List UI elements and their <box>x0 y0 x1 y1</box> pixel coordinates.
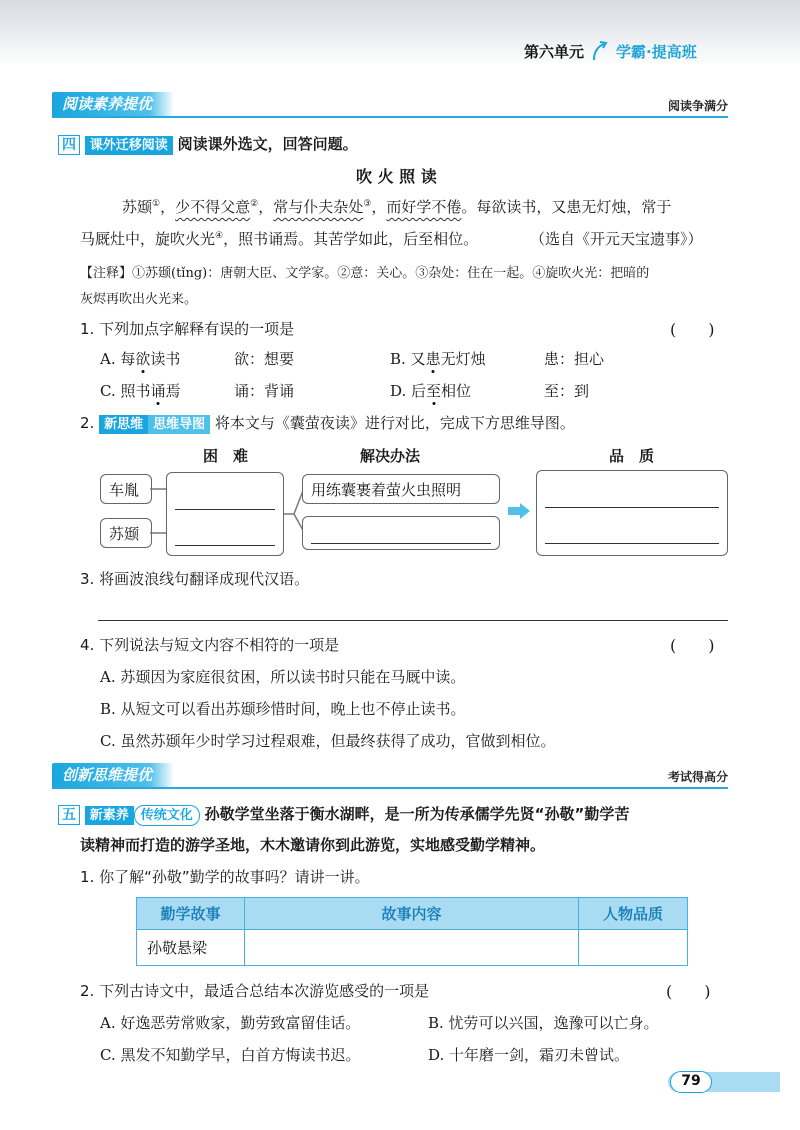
question-5-heading <box>58 803 629 826</box>
wavy-phrase: 少不得父意 <box>175 198 251 216</box>
mindmap-head-solution: 解决办法 <box>360 447 421 465</box>
q5-1-stem: 1. 你了解“孙敬”勤学的故事吗？请讲一讲。 <box>80 868 370 886</box>
answer-line[interactable] <box>311 543 491 544</box>
q4-1-option-b[interactable]: B. 又患无灯烛 <box>390 350 486 368</box>
passage-line-2: 马厩灶中，旋吹火光④，照书诵焉。其苦学如此，后至相位。 <box>80 230 479 248</box>
mindmap-solution-2 <box>302 516 500 550</box>
mindmap-head-quality: 品 质 <box>609 447 655 465</box>
unit-header <box>524 38 697 64</box>
passage-title: 吹 火 照 读 <box>356 167 437 186</box>
answer-line[interactable] <box>175 509 275 510</box>
wavy-phrase: 常与仆夫杂处 <box>273 198 364 216</box>
mindmap-difficulty-box <box>166 472 284 556</box>
mindmap-head-difficulty: 困 难 <box>203 447 249 465</box>
q5-2-option-c[interactable]: C. 黑发不知勤学早，白首方悔读书迟。 <box>100 1046 361 1064</box>
wavy-phrase: 而好学不倦 <box>386 198 462 216</box>
q5-2-option-b[interactable]: B. 忧劳可以兴国，逸豫可以亡身。 <box>428 1014 659 1032</box>
q5-2-stem: 2. 下列古诗文中，最适合总结本次游览感受的一项是 <box>80 982 430 1000</box>
passage-line-1: 苏颋①，少不得父意②，常与仆夫杂处③，而好学不倦。每欲读书，又患无灯烛，常于 <box>122 198 672 216</box>
answer-line[interactable] <box>545 507 719 508</box>
q4-1-option-c[interactable]: C. 照书诵焉 <box>100 382 181 400</box>
story-table <box>136 897 688 966</box>
answer-paren[interactable]: ( ) <box>666 982 711 1001</box>
arrow-right-icon <box>506 502 532 520</box>
note-line-1: 【注释】①苏颋(tǐng)：唐朝大臣、文学家。②意：关心。③杂处：住在一起。④旋吹火光：把暗的 <box>80 266 650 281</box>
q4-3-stem: 3. 将画波浪线句翻译成现代汉语。 <box>80 570 310 588</box>
q4-2-stem-row: 2. 新思维 思维导图 将本文与《囊萤夜读》进行对比，完成下方思维导图。 <box>80 414 575 432</box>
question-number: 四 <box>58 135 80 155</box>
table-header: 勤学故事 <box>137 898 245 930</box>
table-header: 故事内容 <box>245 898 579 930</box>
question-number: 五 <box>58 805 80 825</box>
passage-source: （选自《开元天宝遗事》） <box>530 230 703 248</box>
note-line-2: 灰烬再吹出火光来。 <box>80 292 198 307</box>
page-number-bar <box>668 1072 780 1092</box>
new-thinking-tag: 新思维 <box>99 415 148 434</box>
question-5-intro-2: 读精神而打造的游学圣地，木木邀请你到此游览，实地感受勤学精神。 <box>80 836 546 854</box>
brand-label: 学霸·提高班 <box>616 42 697 61</box>
question-instruction: 阅读课外选文，回答问题。 <box>177 135 358 153</box>
q4-4-option-c[interactable]: C. 虽然苏颋年少时学习过程艰难，但最终获得了成功，官做到相位。 <box>100 732 556 750</box>
mind-map-tag: 思维导图 <box>148 415 210 434</box>
question-4-heading <box>58 133 358 155</box>
unit-label: 第六单元 <box>524 42 585 61</box>
table-row <box>137 930 688 966</box>
answer-line[interactable] <box>175 545 275 546</box>
brand-arrow-icon <box>590 40 610 62</box>
section-tag: 阅读素养提优 <box>52 92 174 116</box>
q4-4-stem: 4. 下列说法与短文内容不相符的一项是 <box>80 636 340 654</box>
mindmap-quality-box <box>536 470 728 556</box>
q5-2-option-d[interactable]: D. 十年磨一剑，霜刃未曾试。 <box>428 1046 630 1064</box>
mindmap-person-1: 车胤 <box>100 474 152 504</box>
mindmap-solution-1: 用练囊裹着萤火虫照明 <box>302 474 500 504</box>
section-header-innovation <box>52 763 728 789</box>
section-header-reading <box>52 92 728 118</box>
section-subtitle: 阅读争满分 <box>667 99 728 113</box>
section-subtitle: 考试得高分 <box>667 770 728 784</box>
q4-1-option-d-explain: 至：到 <box>544 382 590 400</box>
q4-1-stem: 1. 下列加点字解释有误的一项是 <box>80 320 295 338</box>
q4-1-option-a[interactable]: A. 每欲读书 <box>100 350 181 368</box>
q4-1-option-b-explain: 患：担心 <box>544 350 605 368</box>
answer-line[interactable] <box>545 543 719 544</box>
new-literacy-tag: 新素养 <box>85 806 134 825</box>
question-tag: 课外迁移阅读 <box>85 136 173 155</box>
q4-1-option-d[interactable]: D. 后至相位 <box>390 382 472 400</box>
table-header: 人物品质 <box>579 898 688 930</box>
answer-paren[interactable]: ( ) <box>670 636 715 655</box>
answer-line[interactable] <box>98 620 728 621</box>
mindmap-person-2: 苏颋 <box>100 518 152 548</box>
traditional-culture-tag: 传统文化 <box>134 805 200 826</box>
answer-paren[interactable]: ( ) <box>670 320 715 339</box>
q4-1-option-c-explain: 诵：背诵 <box>234 382 295 400</box>
q4-4-option-a[interactable]: A. 苏颋因为家庭很贫困，所以读书时只能在马厩中读。 <box>100 668 466 686</box>
q4-1-option-a-explain: 欲：想要 <box>234 350 295 368</box>
q5-2-option-a[interactable]: A. 好逸恶劳常败家，勤劳致富留佳话。 <box>100 1014 361 1032</box>
section-tag: 创新思维提优 <box>52 763 174 787</box>
question-5-intro-1: 孙敬学堂坐落于衡水湖畔，是一所为传承儒学先贤“孙敬”勤学苦 <box>204 805 630 823</box>
q4-4-option-b[interactable]: B. 从短文可以看出苏颋珍惜时间，晚上也不停止读书。 <box>100 700 466 718</box>
table-cell-answer[interactable] <box>245 930 579 966</box>
table-cell: 孙敬悬梁 <box>137 930 245 966</box>
page-number: 79 <box>670 1071 712 1093</box>
table-cell-answer[interactable] <box>579 930 688 966</box>
